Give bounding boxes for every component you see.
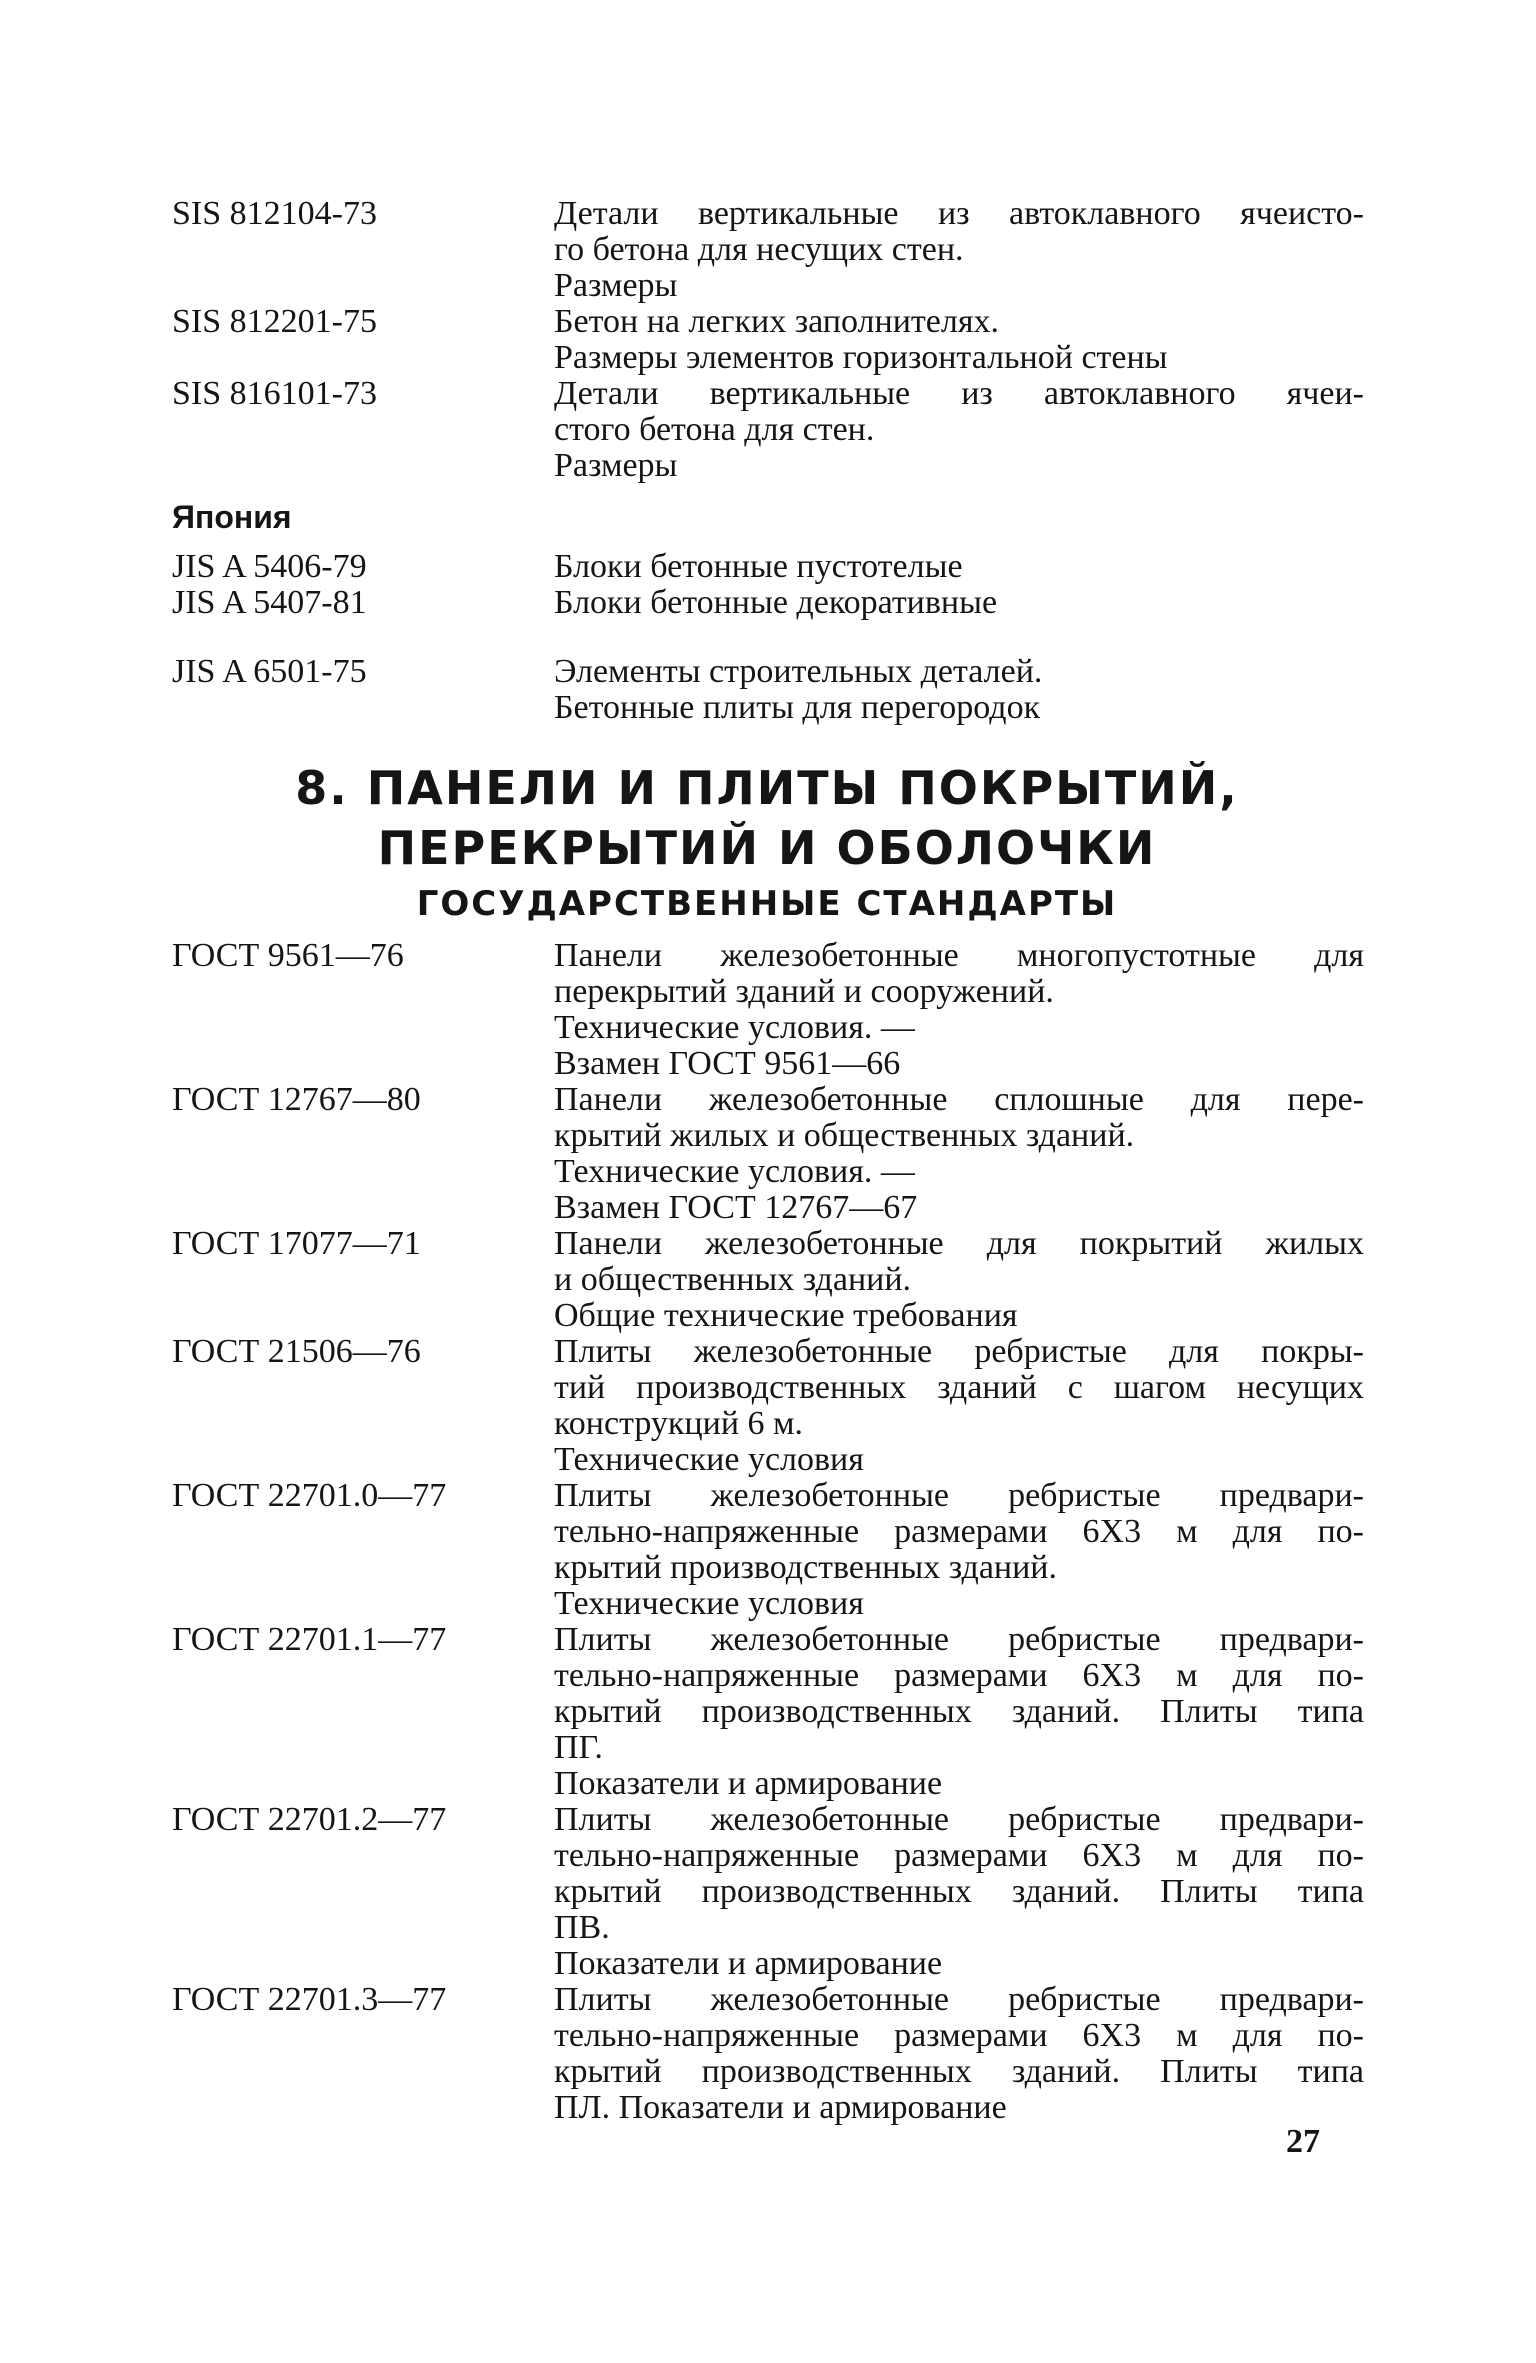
list-item (172, 938, 1362, 1082)
list-item (172, 1334, 1362, 1478)
standard-code: SIS 816101-73 (172, 375, 377, 412)
gost-standards-block (172, 938, 1362, 2126)
list-item (172, 549, 1362, 585)
standard-code: JIS A 5407-81 (172, 584, 367, 621)
list-item (172, 1478, 1362, 1622)
standard-description: Детали вертикальные из автоклавного ячеисто- го бетона для несущих стен. Размеры (554, 195, 1364, 304)
standard-description: Плиты железобетонные ребристые предвари- тельно-напряженные размерами 6X3 м для по- крытий производственных зданий. Технические условия (554, 1477, 1364, 1622)
standard-code: ГОСТ 12767—80 (172, 1081, 421, 1118)
standard-description: Панели железобетонные многопустотные для перекрытий зданий и сооружений. Технические условия. — Взамен ГОСТ 9561—66 (554, 937, 1364, 1082)
standard-code: SIS 812104-73 (172, 195, 377, 232)
standard-code: ГОСТ 9561—76 (172, 937, 404, 974)
section-subtitle: ГОСУДАРСТВЕННЫЕ СТАНДАРТЫ (416, 884, 1118, 924)
jis-standards-block-2 (172, 654, 1362, 726)
standard-code: JIS A 6501-75 (172, 653, 367, 690)
standard-description: Плиты железобетонные ребристые предвари- тельно-напряженные размерами 6X3 м для по- крытий производственных зданий. Плиты типа ПВ. Показатели и армирование (554, 1801, 1364, 1982)
standard-code: ГОСТ 22701.0—77 (172, 1477, 447, 1514)
list-item (172, 654, 1362, 726)
standard-description: Плиты железобетонные ребристые предвари- тельно-напряженные размерами 6X3 м для по- крытий производственных зданий. Плиты типа ПЛ. Показатели и армирование (554, 1981, 1364, 2126)
standard-description: Плиты железобетонные ребристые для покры- тий производственных зданий с шагом несущих конструкций 6 м. Технические условия (554, 1333, 1364, 1478)
list-item (172, 1802, 1362, 1982)
standard-code: ГОСТ 22701.3—77 (172, 1981, 447, 2018)
standard-description: Бетон на легких заполнителях. Размеры элементов горизонтальной стены (554, 303, 1168, 376)
list-item (172, 1226, 1362, 1334)
standard-code: SIS 812201-75 (172, 303, 377, 340)
standard-code: JIS A 5406-79 (172, 548, 367, 585)
list-item (172, 585, 1362, 621)
standard-description: Элементы строительных деталей. Бетонные плиты для перегородок (554, 653, 1043, 726)
standard-code: ГОСТ 21506—76 (172, 1333, 421, 1370)
standard-code: ГОСТ 22701.1—77 (172, 1621, 447, 1658)
standard-description: Панели железобетонные сплошные для пере- крытий жилых и общественных зданий. Технические условия. — Взамен ГОСТ 12767—67 (554, 1081, 1364, 1226)
list-item (172, 1982, 1362, 2126)
standard-description: Панели железобетонные для покрытий жилых и общественных зданий. Общие технические требования (554, 1225, 1364, 1334)
list-item (172, 1622, 1362, 1802)
list-item (172, 1082, 1362, 1226)
page-number: 27 (1286, 2123, 1320, 2160)
standard-description: Блоки бетонные декоративные (554, 584, 998, 621)
standard-description: Блоки бетонные пустотелые (554, 548, 963, 585)
standard-description: Детали вертикальные из автоклавного ячеи- стого бетона для стен. Размеры (554, 375, 1364, 484)
country-heading: Япония (172, 499, 292, 535)
jis-standards-block (172, 549, 1362, 621)
standard-code: ГОСТ 17077—71 (172, 1225, 421, 1262)
list-item (172, 304, 1362, 376)
list-item (172, 376, 1362, 484)
standard-code: ГОСТ 22701.2—77 (172, 1801, 447, 1838)
list-item (172, 196, 1362, 304)
standard-description: Плиты железобетонные ребристые предвари- тельно-напряженные размерами 6X3 м для по- крытий производственных зданий. Плиты типа ПГ. Показатели и армирование (554, 1621, 1364, 1802)
sis-standards-block (172, 196, 1362, 484)
section-title-continued: ПЕРЕКРЫТИЙ И ОБОЛОЧКИ (377, 821, 1157, 875)
section-title: 8. ПАНЕЛИ И ПЛИТЫ ПОКРЫТИЙ, (295, 761, 1239, 815)
